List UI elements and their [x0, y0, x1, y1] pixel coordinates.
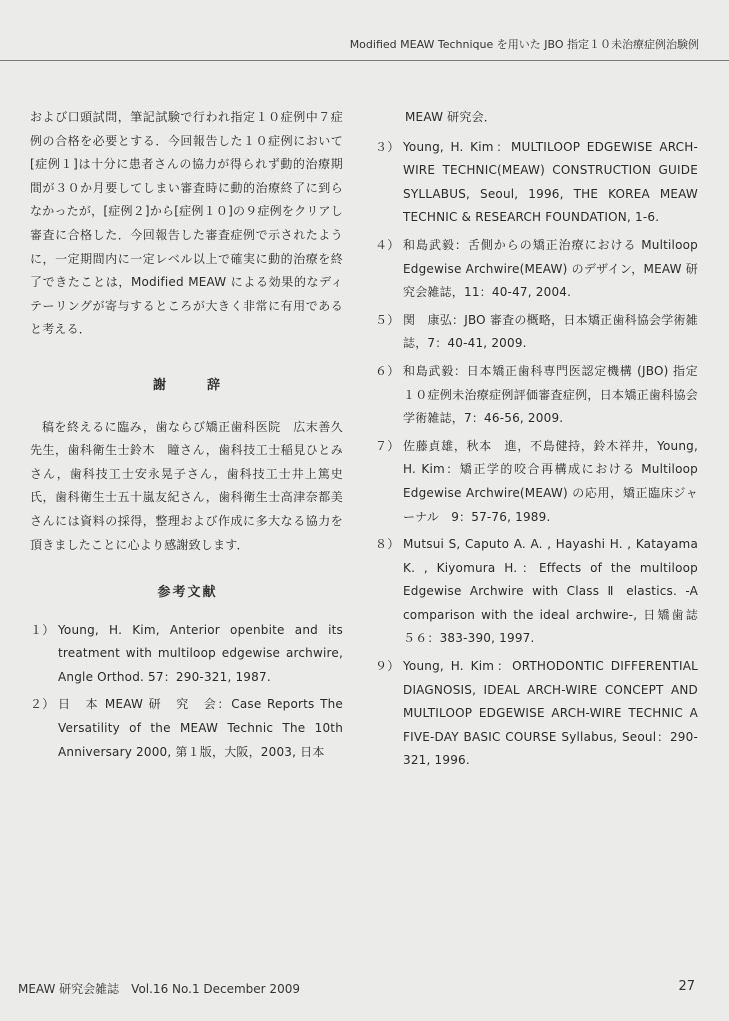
- reference-text: 和島武毅：舌側からの矯正治療における Multiloop Edgewise Archwire(MEAW) のデザイン，MEAW 研究会雑誌，11：40-47, 2004.: [403, 237, 698, 300]
- acknowledgment-paragraph: 稿を終えるに臨み，歯ならび矯正歯科医院 広末善久先生，歯科衛生士鈴木 瞳さん，歯科技工士稲見ひとみさん，歯科技工士安永晃子さん，歯科技工士井上篤史氏，歯科衛生士五十嵐友紀さん，歯科衛生士高津奈都美さんには資料の採得，整理および作成に多大なる協力を頂きましたことに心より感謝致します．: [30, 419, 343, 552]
- reference-item: [375, 360, 698, 431]
- body-paragraph: および口頭試問，筆記試験で行われ指定１０症例中７症例の合格を必要とする．今回報告した１０症例において[症例１]は十分に患者さんの協力が得られず動的治療期間が３０か月要してしまい審査時に動的治療終了に到らなかったが，[症例２]から[症例１０]の９症例をクリアし審査に合格した．今回報告した審査症例で示されたように，一定期間内に一定レベル以上で確実に動的治療を終了できたことは，Modified MEAW による効果的なディテーリングが寄与するところが大きく非常に有用であると考える．: [30, 110, 343, 337]
- reference-list-left: [30, 619, 343, 765]
- references-heading: 参考文献: [157, 585, 218, 601]
- page-number: 27: [678, 979, 695, 994]
- reference-number: ２）: [30, 697, 55, 712]
- reference-text: 日 本 MEAW 研 究 会：Case Reports The Versatility of the MEAW Technic The 10th Anniversary 2000, 第１版，大阪，2003, 日本: [58, 697, 343, 759]
- reference-item: [375, 435, 698, 529]
- right-column: [375, 106, 711, 777]
- header-rule: [0, 60, 729, 61]
- reference-text: Young, H. Kim, Anterior openbite and its treatment with multiloop edgewise archwire, Angle Orthod. 57：290-321, 1987.: [58, 622, 343, 684]
- reference-number: ７）: [375, 438, 400, 453]
- reference-number: ５）: [375, 312, 400, 327]
- reference-text: Young, H. Kim：MULTILOOP EDGEWISE ARCH-WIRE TECHNIC(MEAW) CONSTRUCTION GUIDE SYLLABUS, Seoul, 1996, THE KOREA MEAW TECHNIC & RESEARCH FOUNDATION, 1-6.: [403, 139, 698, 225]
- reference-text: Young, H. Kim：ORTHODONTIC DIFFERENTIAL DIAGNOSIS, IDEAL ARCH-WIRE CONCEPT AND MULTILOOP EDGEWISE ARCH-WIRE TECHNIC A FIVE-DAY BASIC COURSE Syllabus, Seoul：290-321, 1996.: [403, 659, 698, 768]
- reference-number: ９）: [375, 659, 400, 674]
- reference-item: [30, 693, 343, 764]
- reference-number: ６）: [375, 363, 400, 378]
- footer-journal-info: MEAW 研究会雑誌 Vol.16 No.1 December 2009: [18, 982, 300, 996]
- acknowledgment-heading: 謝 辞: [152, 377, 234, 393]
- reference-item: [375, 136, 698, 230]
- reference-text: 関 康弘：JBO 審査の概略，日本矯正歯科協会学術雑誌，7：40-41, 2009.: [403, 312, 698, 351]
- reference-text: 和島武毅：日本矯正歯科専門医認定機構 (JBO) 指定１０症例未治療症例評価審査症例，日本矯正歯科協会学術雑誌，7：46-56, 2009.: [403, 363, 698, 426]
- reference-item: [375, 309, 698, 356]
- left-column: [30, 106, 343, 768]
- reference-item: [30, 619, 343, 690]
- reference-continuation: MEAW 研究会．: [405, 110, 496, 124]
- reference-number: ４）: [375, 237, 400, 252]
- reference-item: [375, 234, 698, 305]
- reference-item: [375, 533, 711, 651]
- reference-number: １）: [30, 622, 55, 637]
- reference-item: [375, 655, 698, 773]
- reference-text: 佐藤貞雄，秋本 進，不島健持，鈴木祥井，Young, H. Kim：矯正学的咬合再構成における Multiloop Edgewise Archwire(MEAW) の応用，矯正臨床ジャーナル 9：57-76, 1989.: [403, 438, 698, 524]
- running-header-title: Modified MEAW Technique を用いた JBO 指定１０未治療症例治験例: [349, 38, 699, 51]
- reference-text: Mutsui S, Caputo A. A. , Hayashi H. , Katayama K. , Kiyomura H.：Effects of the multiloop Edgewise Archwire with Class Ⅱ elastics. -A comparison with the ideal archwire-, 日矯歯誌 ５６：383-390, 1997.: [403, 537, 711, 646]
- reference-number: ８）: [375, 537, 400, 552]
- running-header: [0, 30, 729, 60]
- reference-number: ３）: [375, 139, 400, 154]
- reference-list-right: [375, 136, 711, 773]
